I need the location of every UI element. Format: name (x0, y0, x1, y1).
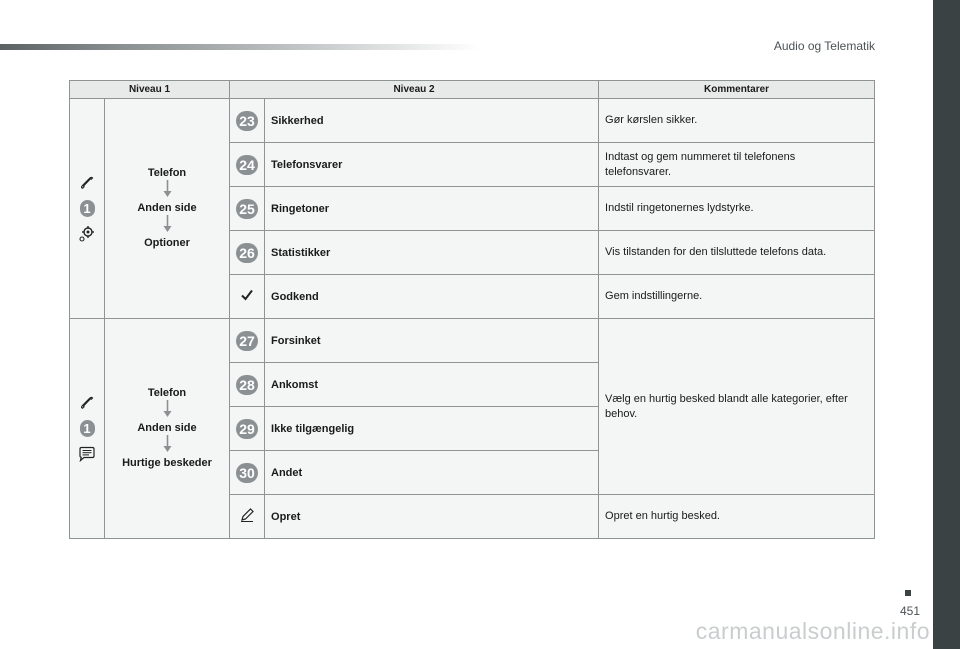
row-label: Ringetoner (265, 187, 599, 231)
level1-icons-cell (70, 99, 105, 319)
menu-table (69, 80, 875, 539)
right-sidebar-strip (933, 0, 960, 649)
section-title: Audio og Telematik (773, 39, 875, 53)
watermark-text: carmanualsonline.info (695, 618, 930, 644)
flow-arrow-icon (162, 400, 173, 418)
row-label: Ankomst (265, 363, 599, 407)
page-number: 451 (899, 604, 920, 618)
header-kommentarer: Kommentarer (599, 81, 875, 99)
row-badge-cell (230, 187, 265, 231)
row-label: Statistikker (265, 231, 599, 275)
row-comment: Gør kørslen sikker. (599, 99, 875, 143)
page-marker (905, 590, 911, 596)
step-1-badge: 1 (80, 420, 95, 437)
header-niveau-1: Niveau 1 (70, 81, 230, 99)
number-badge: 27 (236, 331, 258, 351)
row-label: Ikke tilgængelig (265, 407, 599, 451)
flow-arrow-icon (162, 435, 173, 453)
checkmark-icon (240, 288, 254, 302)
row-comment: Opret en hurtig besked. (599, 495, 875, 539)
row-comment: Gem indstillingerne. (599, 275, 875, 319)
flow-step-telefon: Telefon (147, 387, 187, 399)
pencil-icon (239, 507, 255, 523)
row-badge-cell (230, 319, 265, 363)
number-badge: 29 (236, 419, 258, 439)
row-comment: Indtast og gem nummeret til telefonens telefonsvarer. (599, 143, 875, 187)
number-badge: 26 (236, 243, 258, 263)
header-niveau-2: Niveau 2 (230, 81, 599, 99)
row-comment: Indstil ringetonernes lydstyrke. (599, 187, 875, 231)
row-badge-cell (230, 231, 265, 275)
row-badge-cell (230, 99, 265, 143)
row-label: Forsinket (265, 319, 599, 363)
gear-settings-icon (76, 223, 98, 245)
phone-handset-icon (76, 172, 98, 194)
table-header-row (70, 81, 875, 99)
number-badge: 24 (236, 155, 258, 175)
level1-icons-cell (70, 319, 105, 539)
header-gradient-bar (0, 44, 480, 50)
table-row (70, 99, 875, 143)
flow-arrow-icon (162, 215, 173, 233)
row-label: Telefonsvarer (265, 143, 599, 187)
flow-step-anden-side: Anden side (137, 422, 197, 434)
number-badge: 23 (236, 111, 258, 131)
number-badge: 30 (236, 463, 258, 483)
row-label: Andet (265, 451, 599, 495)
row-label: Sikkerhed (265, 99, 599, 143)
row-badge-cell (230, 363, 265, 407)
message-bubble-icon (76, 443, 98, 465)
level1-flow-cell (105, 99, 230, 319)
row-badge-cell (230, 143, 265, 187)
merged-comment: Vælg en hurtig besked blandt alle kategorier, efter behov. (599, 319, 875, 495)
step-1-badge: 1 (80, 200, 95, 217)
row-icon-cell (230, 495, 265, 539)
row-label: Opret (265, 495, 599, 539)
phone-handset-icon (76, 392, 98, 414)
flow-step-anden-side: Anden side (137, 202, 197, 214)
number-badge: 25 (236, 199, 258, 219)
level1-flow-cell (105, 319, 230, 539)
row-label: Godkend (265, 275, 599, 319)
flow-step-optioner: Optioner (144, 237, 190, 249)
row-icon-cell (230, 275, 265, 319)
flow-step-hurtige-beskeder: Hurtige beskeder (122, 457, 212, 469)
table-row (70, 319, 875, 363)
flow-step-telefon: Telefon (147, 167, 187, 179)
flow-arrow-icon (162, 180, 173, 198)
row-badge-cell (230, 451, 265, 495)
row-comment: Vis tilstanden for den tilsluttede telefons data. (599, 231, 875, 275)
row-badge-cell (230, 407, 265, 451)
number-badge: 28 (236, 375, 258, 395)
